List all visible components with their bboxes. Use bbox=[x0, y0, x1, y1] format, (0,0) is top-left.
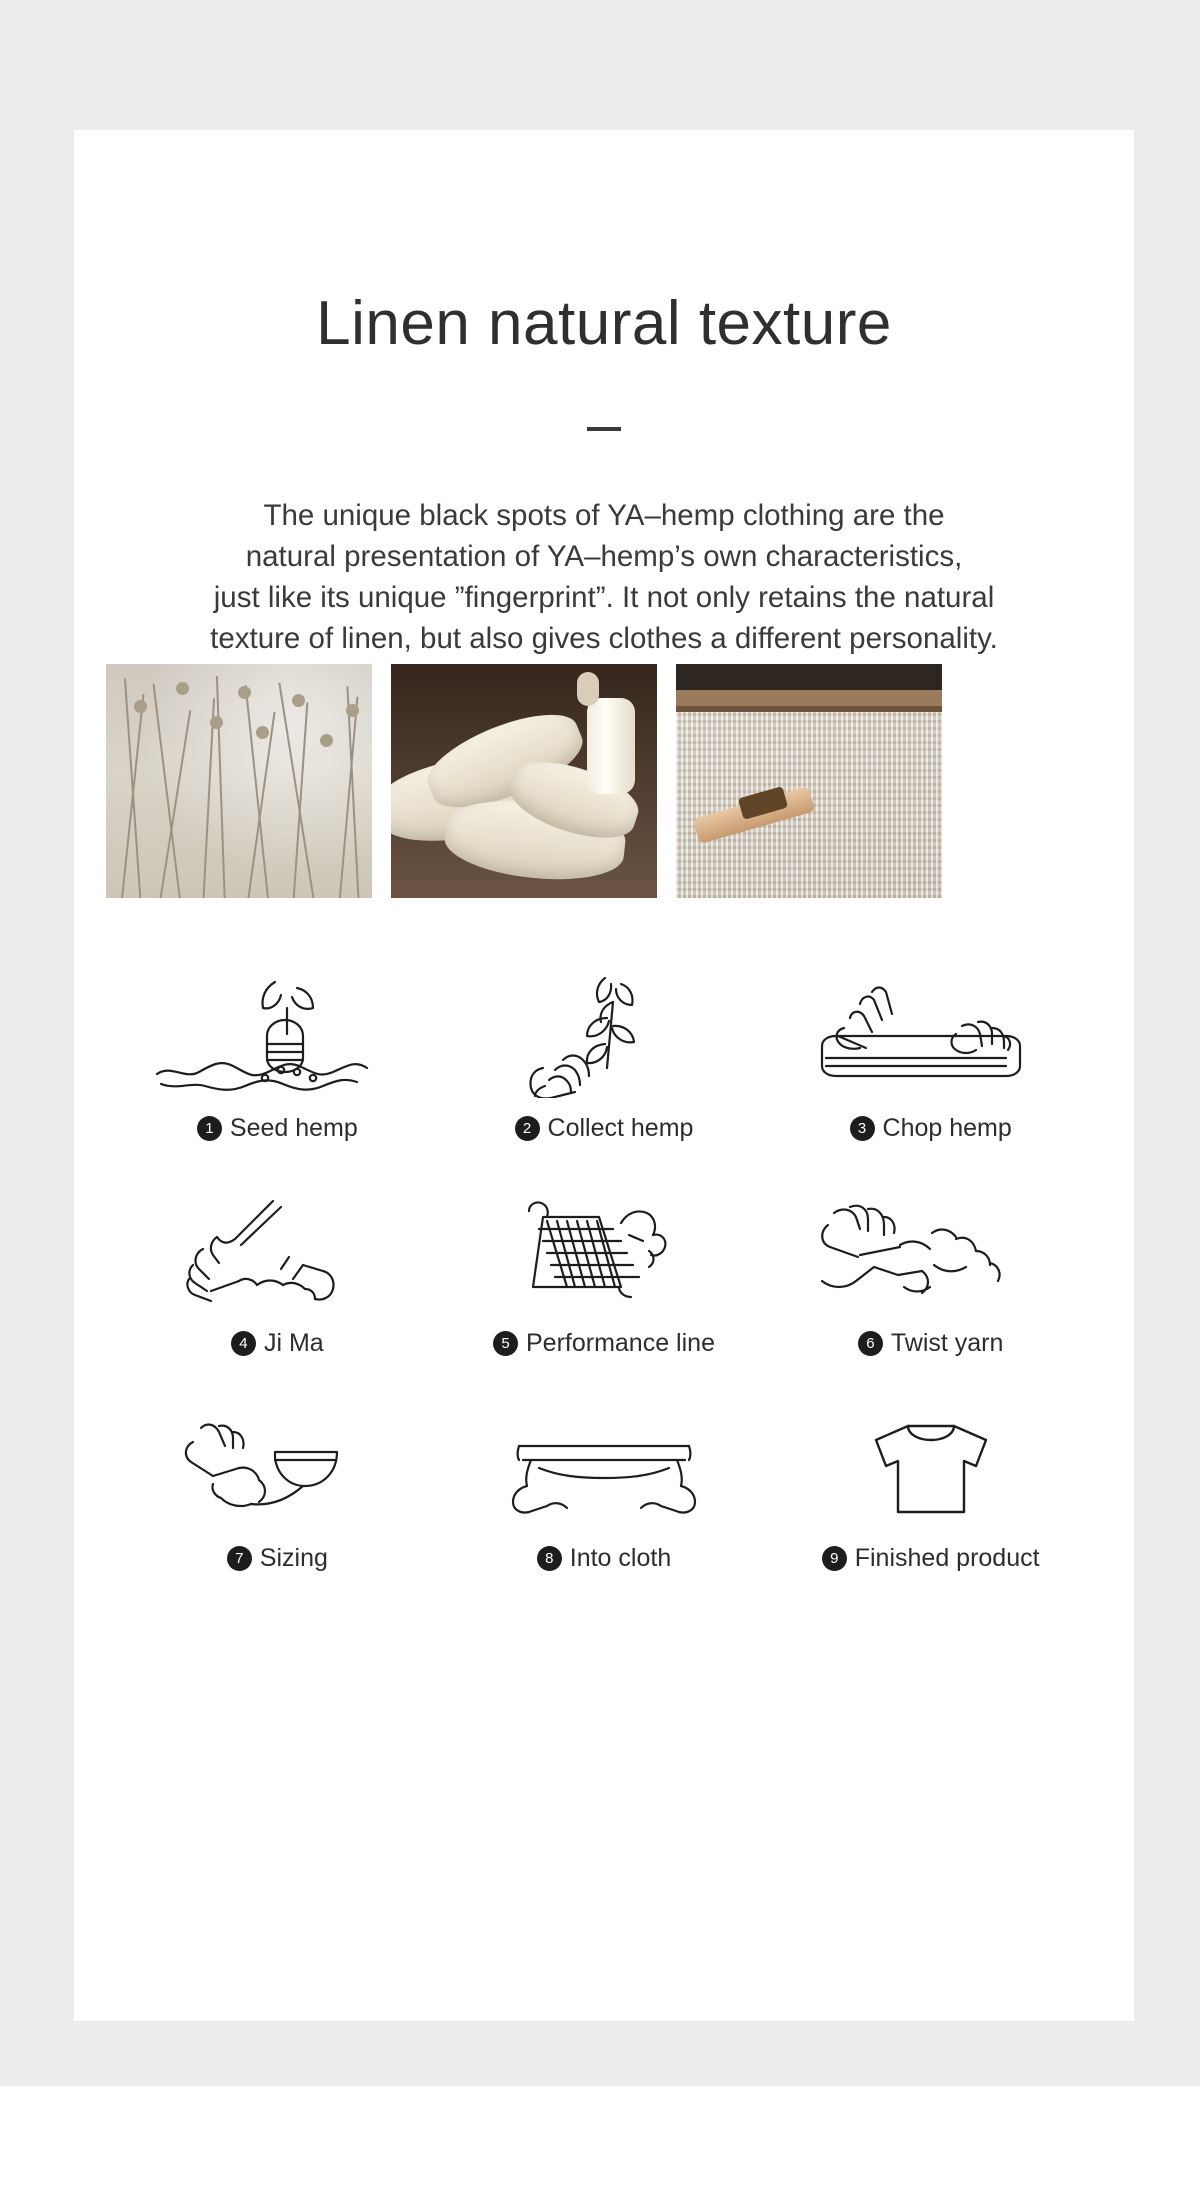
step-finished-product bbox=[767, 1400, 1094, 1573]
step-caption bbox=[822, 1544, 1040, 1573]
step-number-badge: 8 bbox=[537, 1546, 562, 1571]
content-card bbox=[74, 130, 1134, 2021]
step-label: Seed hemp bbox=[229, 1114, 358, 1142]
step-caption bbox=[515, 1114, 694, 1143]
step-ji-ma bbox=[114, 1185, 441, 1358]
step-caption bbox=[858, 1329, 1004, 1358]
process-steps bbox=[114, 970, 1094, 1573]
step-into-cloth bbox=[441, 1400, 768, 1573]
title-divider bbox=[587, 427, 621, 431]
intro-paragraph bbox=[99, 499, 1109, 656]
yarn-skeins-photo bbox=[391, 664, 657, 898]
step-caption bbox=[231, 1329, 324, 1358]
bottom-strip bbox=[0, 2086, 1200, 2211]
step-number-badge: 3 bbox=[850, 1116, 875, 1141]
step-sizing bbox=[114, 1400, 441, 1573]
step-caption bbox=[197, 1114, 358, 1143]
step-label: Sizing bbox=[259, 1544, 328, 1572]
step-label: Finished product bbox=[854, 1544, 1040, 1572]
step-number-badge: 6 bbox=[858, 1331, 883, 1356]
intro-line: just like its unique ”fingerprint”. It not only retains the natural bbox=[213, 580, 995, 614]
step-chop-hemp bbox=[767, 970, 1094, 1143]
page-title: Linen natural texture bbox=[316, 289, 892, 358]
intro-line: texture of linen, but also gives clothes a different personality. bbox=[210, 621, 998, 655]
step-label: Chop hemp bbox=[882, 1114, 1012, 1142]
step-twist-yarn bbox=[767, 1185, 1094, 1358]
flax-field-photo bbox=[106, 664, 372, 898]
step-number-badge: 2 bbox=[515, 1116, 540, 1141]
step-caption bbox=[493, 1329, 715, 1358]
chop-hemp-icon bbox=[816, 970, 1046, 1098]
intro-line: natural presentation of YA–hemp’s own characteristics, bbox=[245, 539, 963, 573]
step-number-badge: 4 bbox=[231, 1331, 256, 1356]
photo-strip bbox=[106, 664, 1106, 898]
collect-hemp-icon bbox=[509, 970, 699, 1098]
step-label: Twist yarn bbox=[890, 1329, 1004, 1357]
twist-yarn-icon bbox=[816, 1185, 1046, 1313]
step-label: Ji Ma bbox=[263, 1329, 324, 1357]
into-cloth-icon bbox=[499, 1400, 709, 1528]
step-caption bbox=[537, 1544, 671, 1573]
step-seed-hemp bbox=[114, 970, 441, 1143]
performance-line-icon bbox=[499, 1185, 709, 1313]
step-caption bbox=[227, 1544, 328, 1573]
seed-hemp-icon bbox=[147, 970, 407, 1098]
finished-product-icon bbox=[856, 1400, 1006, 1528]
ji-ma-icon bbox=[177, 1185, 377, 1313]
photo-haze bbox=[106, 664, 372, 898]
step-label: Collect hemp bbox=[547, 1114, 694, 1142]
sizing-icon bbox=[177, 1400, 377, 1528]
step-caption bbox=[850, 1114, 1012, 1143]
step-label: Performance line bbox=[526, 1329, 715, 1357]
step-number-badge: 5 bbox=[493, 1331, 518, 1356]
step-collect-hemp bbox=[441, 970, 768, 1143]
intro-line: The unique black spots of YA–hemp clothing are the bbox=[263, 499, 945, 532]
step-number-badge: 9 bbox=[822, 1546, 847, 1571]
step-performance-line bbox=[441, 1185, 768, 1358]
step-label: Into cloth bbox=[569, 1544, 672, 1572]
step-number-badge: 7 bbox=[227, 1546, 252, 1571]
weaving-loom-photo bbox=[676, 664, 942, 898]
step-number-badge: 1 bbox=[197, 1116, 222, 1141]
